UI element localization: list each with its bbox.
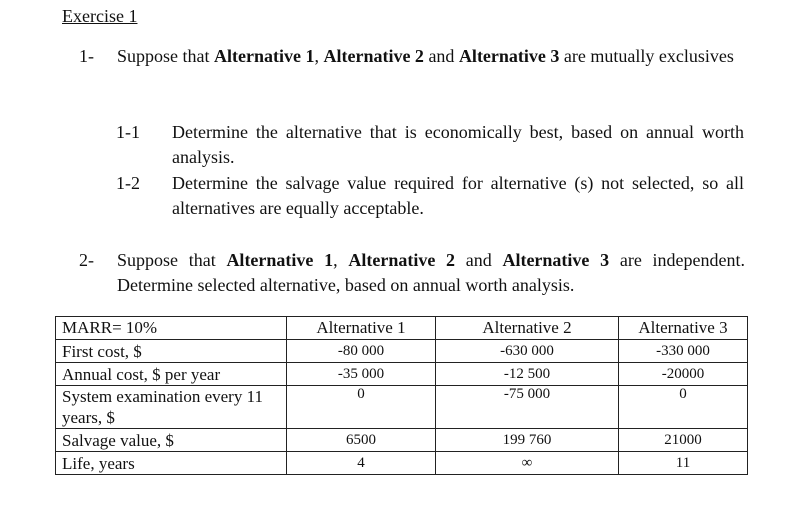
cell-value: 4 xyxy=(287,452,436,475)
table-row xyxy=(56,340,748,363)
table-row xyxy=(56,429,748,452)
cell-value: -12 500 xyxy=(436,363,619,386)
header-alternative-1: Alternative 1 xyxy=(287,317,436,340)
q1-alt1: Alternative 1 xyxy=(214,46,315,66)
q1-text: are mutually exclusives xyxy=(559,46,734,66)
cell-value: 0 xyxy=(619,386,748,429)
table-row xyxy=(56,452,748,475)
cell-value: -75 000 xyxy=(436,386,619,429)
row-label: Life, years xyxy=(56,452,287,475)
question-1 xyxy=(79,44,743,69)
q2-text: and xyxy=(455,250,503,270)
cell-value: 199 760 xyxy=(436,429,619,452)
question-1-2-number: 1-2 xyxy=(116,173,140,193)
question-1-1 xyxy=(116,120,744,170)
question-2 xyxy=(79,248,746,298)
q2-text: , xyxy=(333,250,349,270)
q2-alt1: Alternative 1 xyxy=(226,250,334,270)
cell-value: 21000 xyxy=(619,429,748,452)
q1-text: Suppose that xyxy=(117,46,214,66)
q2-alt2: Alternative 2 xyxy=(348,250,456,270)
question-2-number: 2- xyxy=(79,250,94,270)
cell-value: -630 000 xyxy=(436,340,619,363)
row-label: Annual cost, $ per year xyxy=(56,363,287,386)
table-row xyxy=(56,363,748,386)
q1-alt2: Alternative 2 xyxy=(323,46,424,66)
q1-text: , xyxy=(314,46,324,66)
alternatives-table xyxy=(55,316,748,475)
cell-value: -20000 xyxy=(619,363,748,386)
cell-value: -35 000 xyxy=(287,363,436,386)
table-header-row xyxy=(56,317,748,340)
table-row xyxy=(56,386,748,429)
question-1-2 xyxy=(116,171,744,221)
infinity-value: ∞ xyxy=(436,452,619,475)
cell-value: 6500 xyxy=(287,429,436,452)
question-1-number: 1- xyxy=(79,46,94,66)
q2-text: Suppose that xyxy=(117,250,227,270)
exercise-title: Exercise 1 xyxy=(62,6,138,26)
header-marr: MARR= 10% xyxy=(56,317,287,340)
question-1-2-text: Determine the salvage value required for alternative (s) not selected, so all alternatives are equally acceptable. xyxy=(172,173,744,218)
cell-value: -330 000 xyxy=(619,340,748,363)
header-alternative-2: Alternative 2 xyxy=(436,317,619,340)
q2-alt3: Alternative 3 xyxy=(502,250,610,270)
question-1-1-number: 1-1 xyxy=(116,122,140,142)
question-1-1-text: Determine the alternative that is economically best, based on annual worth analysis. xyxy=(172,122,744,167)
q2-text: are independent. Determine selected alternative, based on annual worth analysis. xyxy=(117,250,746,295)
row-label: Salvage value, $ xyxy=(56,429,287,452)
row-label: System examination every 11 years, $ xyxy=(56,386,287,429)
cell-value: 0 xyxy=(287,386,436,429)
cell-value: 11 xyxy=(619,452,748,475)
cell-value: -80 000 xyxy=(287,340,436,363)
header-alternative-3: Alternative 3 xyxy=(619,317,748,340)
row-label: First cost, $ xyxy=(56,340,287,363)
q1-text: and xyxy=(423,46,459,66)
q1-alt3: Alternative 3 xyxy=(458,46,560,66)
